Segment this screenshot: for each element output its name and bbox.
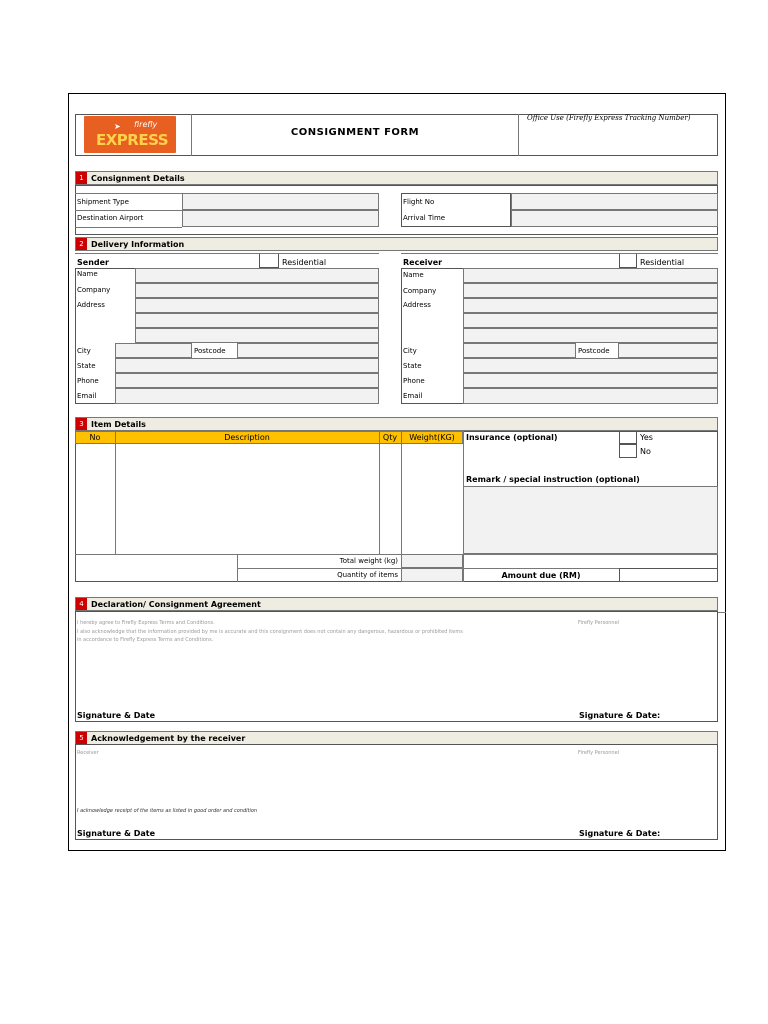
flight-label-box: [401, 193, 511, 227]
receiver-address-label: Address: [403, 301, 431, 309]
shipment-type-label: Shipment Type: [77, 198, 129, 206]
office-use-label: Office Use (Firefly Express Tracking Number): [527, 114, 691, 122]
receiver-phone-field[interactable]: [463, 373, 718, 388]
section-number: 1: [76, 172, 87, 184]
receiver-heading: Receiver: [403, 258, 443, 267]
insurance-yes-label: Yes: [640, 433, 653, 442]
logo-swoosh-icon: ➤: [114, 122, 121, 131]
sender-name-field[interactable]: [135, 268, 379, 283]
receiver-residential-checkbox[interactable]: [619, 253, 637, 268]
sender-company-field[interactable]: [135, 283, 379, 298]
receiver-phone-label: Phone: [403, 377, 425, 385]
sender-address-label: Address: [77, 301, 105, 309]
signature-date-right[interactable]: Signature & Date:: [579, 829, 661, 838]
quantity-items-label: Quantity of items: [337, 571, 398, 579]
flight-no-field[interactable]: [511, 193, 718, 210]
total-weight-label: Total weight (kg): [339, 557, 398, 565]
receiver-address-field-2[interactable]: [463, 313, 718, 328]
col-description-header: Description: [224, 433, 270, 442]
section-title: Delivery Information: [91, 240, 185, 249]
insurance-yes-checkbox[interactable]: [619, 431, 637, 444]
receiver-email-label: Email: [403, 392, 423, 400]
col-weight-header: Weight(KG): [409, 433, 455, 442]
acknowledgement-box: [75, 744, 718, 840]
row-line: [75, 193, 182, 194]
acknowledgement-text: I acknowledge receipt of the items as listed in good order and condition: [77, 808, 258, 814]
section-1-header: [75, 171, 718, 185]
sender-state-label: State: [77, 362, 96, 370]
receiver-postcode-field[interactable]: [618, 343, 718, 358]
section-number: 4: [76, 598, 87, 610]
row-line: [75, 227, 182, 228]
logo-main-text: EXPRESS: [96, 131, 169, 149]
section-5-header: [75, 731, 718, 745]
logo-top-text: firefly: [134, 120, 158, 129]
receiver-name-label: Name: [403, 271, 424, 279]
row-line: [75, 253, 379, 254]
receiver-name-field[interactable]: [463, 268, 718, 283]
arrival-time-label: Arrival Time: [403, 214, 446, 222]
receiver-city-label: City: [403, 347, 417, 355]
receiver-address-field-1[interactable]: [463, 298, 718, 313]
quantity-items-field[interactable]: [401, 568, 463, 582]
sender-address-field-1[interactable]: [135, 298, 379, 313]
total-weight-field[interactable]: [401, 554, 463, 568]
sender-city-field[interactable]: [115, 343, 192, 358]
col-divider: [115, 431, 116, 554]
sender-postcode-field[interactable]: [237, 343, 379, 358]
sender-residential-checkbox[interactable]: [259, 253, 279, 268]
row-line: [75, 210, 182, 211]
firefly-personnel-label: Firefly Personnel: [578, 750, 620, 756]
declaration-line-3: in accordance to Firefly Express Terms and Conditions.: [77, 637, 214, 643]
shipment-type-field[interactable]: [182, 193, 379, 210]
receiver-state-label: State: [403, 362, 422, 370]
sender-phone-field[interactable]: [115, 373, 379, 388]
receiver-city-field[interactable]: [463, 343, 576, 358]
sender-heading: Sender: [77, 258, 109, 267]
insurance-label: Insurance (optional): [466, 433, 558, 442]
row-line: [718, 612, 726, 613]
receiver-company-label: Company: [403, 287, 437, 295]
sender-email-field[interactable]: [115, 388, 379, 404]
flight-no-label: Flight No: [403, 198, 435, 206]
amount-due-label: Amount due (RM): [501, 571, 581, 580]
receiver-state-field[interactable]: [463, 358, 718, 373]
sender-address-field-2[interactable]: [135, 313, 379, 328]
sender-city-label: City: [77, 347, 91, 355]
section-3-header: [75, 417, 718, 431]
sender-email-label: Email: [77, 392, 97, 400]
insurance-no-checkbox[interactable]: [619, 444, 637, 458]
col-qty-header: Qty: [382, 433, 398, 442]
receiver-email-field[interactable]: [463, 388, 718, 404]
declaration-line-2: I also acknowledge that the information provided by me is accurate and this consignment does not contain any dangerous, hazardous or prohibited items: [77, 629, 463, 635]
arrival-time-field[interactable]: [511, 210, 718, 227]
row-line: [75, 554, 718, 555]
signature-date-right[interactable]: Signature & Date:: [579, 711, 661, 720]
row-line: [401, 253, 718, 254]
header-divider: [518, 114, 519, 156]
sender-company-label: Company: [77, 286, 111, 294]
signature-date-left[interactable]: Signature & Date: [77, 711, 156, 720]
destination-airport-label: Destination Airport: [77, 214, 144, 222]
section-2-header: [75, 237, 718, 251]
receiver-address-field-3[interactable]: [463, 328, 718, 343]
remark-label: Remark / special instruction (optional): [466, 475, 640, 484]
receiver-residential-label: Residential: [640, 258, 685, 267]
section-4-header: [75, 597, 718, 611]
destination-airport-field[interactable]: [182, 210, 379, 227]
receiver-label: Receiver: [77, 750, 99, 756]
sender-address-field-3[interactable]: [135, 328, 379, 343]
sender-name-label: Name: [77, 270, 98, 278]
firefly-personnel-label: Firefly Personnel: [578, 620, 620, 626]
sender-postcode-label: Postcode: [194, 347, 226, 355]
page-title: CONSIGNMENT FORM: [290, 127, 420, 138]
declaration-line-1: I hereby agree to Firefly Express Terms and Conditions.: [77, 620, 215, 626]
amount-due-field[interactable]: [619, 568, 718, 582]
section-title: Item Details: [91, 420, 146, 429]
section-number: 5: [76, 732, 87, 744]
sender-residential-label: Residential: [282, 258, 327, 267]
section-title: Acknowledgement by the receiver: [91, 734, 246, 743]
declaration-box: [75, 611, 718, 722]
sender-phone-label: Phone: [77, 377, 99, 385]
section-title: Declaration/ Consignment Agreement: [91, 600, 261, 609]
receiver-company-field[interactable]: [463, 283, 718, 298]
remark-field[interactable]: [463, 486, 718, 554]
sender-state-field[interactable]: [115, 358, 379, 373]
col-divider: [379, 431, 380, 554]
insurance-no-label: No: [640, 447, 651, 456]
col-no-header: No: [89, 433, 101, 442]
signature-date-left[interactable]: Signature & Date: [77, 829, 156, 838]
section-number: 2: [76, 238, 87, 250]
receiver-postcode-label: Postcode: [578, 347, 610, 355]
section-number: 3: [76, 418, 87, 430]
section-title: Consignment Details: [91, 174, 185, 183]
firefly-express-logo: [84, 116, 176, 153]
